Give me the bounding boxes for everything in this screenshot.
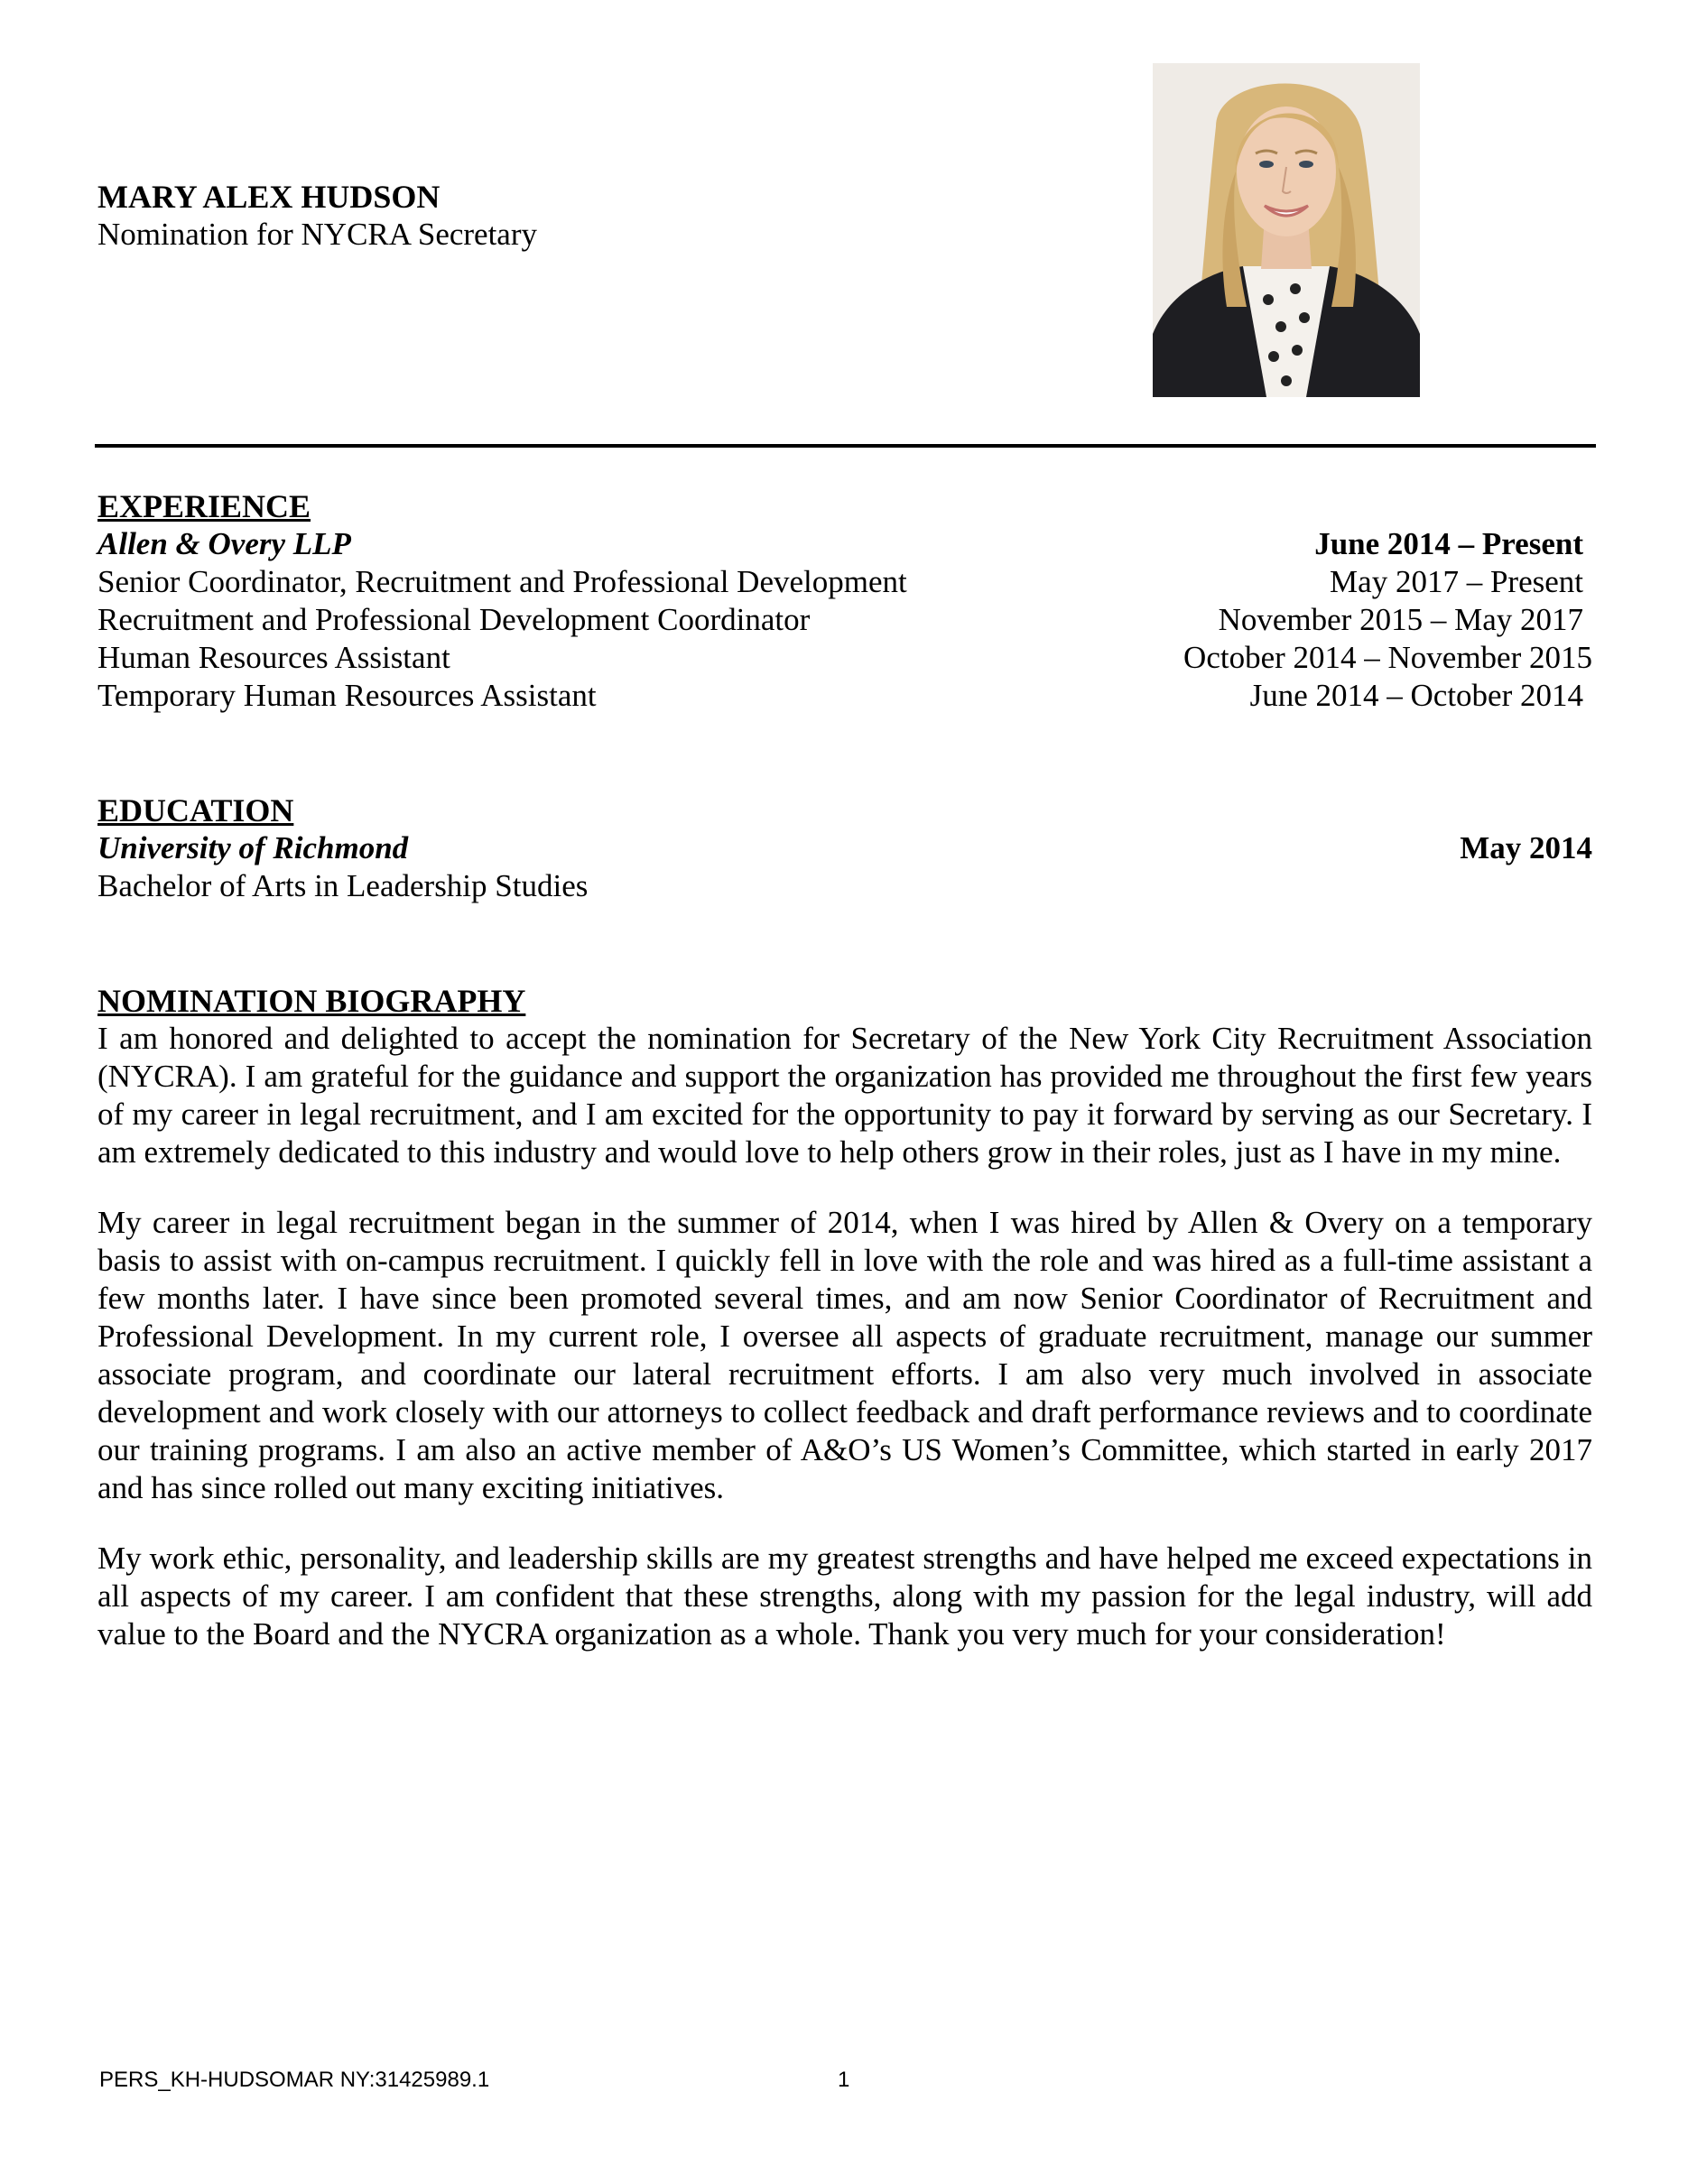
- education-section: [97, 791, 1592, 905]
- employer-row: [97, 525, 1592, 563]
- degree-row: [97, 867, 1592, 905]
- position-title: Human Resources Assistant: [97, 640, 450, 675]
- school-row: [97, 829, 1592, 867]
- position-title: Senior Coordinator, Recruitment and Professional Development: [97, 564, 907, 599]
- document-id: PERS_KH-HUDSOMAR NY:31425989.1: [99, 2068, 490, 2092]
- headshot-illustration: [1153, 63, 1420, 397]
- position-row: [97, 601, 1592, 639]
- experience-heading: EXPERIENCE: [97, 488, 311, 524]
- position-row: [97, 563, 1592, 601]
- position-title: Recruitment and Professional Development Coordinator: [97, 602, 811, 637]
- header-divider: [95, 444, 1596, 448]
- position-dates: October 2014 – November 2015: [1183, 640, 1592, 675]
- degree-name: Bachelor of Arts in Leadership Studies: [97, 868, 589, 903]
- position-dates: May 2017 – Present: [1330, 564, 1583, 599]
- education-heading: EDUCATION: [97, 792, 294, 828]
- position-row: [97, 639, 1592, 677]
- biography-paragraph: My career in legal recruitment began in the summer of 2014, when I was hired by Allen & Overy on a temporary basis to assist with on-campus recruitment. I quickly fell in love with the role and was hired as a full-time assistant a few months later. I have since been promoted several times, and am now Senior Coordinator of Recruitment and Professional Development. In my current role, I oversee all aspects of graduate recruitment, manage our summer associate program, and coordinate our lateral recruitment efforts. I am also very much involved in associate development and work closely with our attorneys to collect feedback and draft performance reviews and to coordinate our training programs. I am also an active member of A&O’s US Women’s Committee, which started in early 2017 and has since rolled out many exciting initiatives.: [97, 1205, 1592, 1505]
- school-name: University of Richmond: [97, 830, 409, 865]
- position-dates: June 2014 – October 2014: [1249, 678, 1583, 713]
- position-dates: November 2015 – May 2017: [1218, 602, 1583, 637]
- position-title: Temporary Human Resources Assistant: [97, 678, 597, 713]
- biography-paragraph: I am honored and delighted to accept the nomination for Secretary of the New York City Recruitment Association (NYCRA). I am grateful for the guidance and support the organization has provided me throughout the first few years of my career in legal recruitment, and I am excited for the opportunity to pay it forward by serving as our Secretary. I am extremely dedicated to this industry and would love to help others grow in their roles, just as I have in my mine.: [97, 1021, 1592, 1170]
- candidate-name: MARY ALEX HUDSON: [97, 179, 441, 215]
- graduation-date: May 2014: [1460, 830, 1592, 865]
- page-number: 1: [838, 2068, 850, 2092]
- position-row: [97, 677, 1592, 715]
- nomination-subtitle: Nomination for NYCRA Secretary: [97, 217, 537, 252]
- employer-dates: June 2014 – Present: [1314, 526, 1583, 561]
- biography-section: [97, 982, 1592, 1653]
- biography-heading: NOMINATION BIOGRAPHY: [97, 983, 526, 1019]
- employer-name: Allen & Overy LLP: [97, 526, 351, 561]
- experience-section: [97, 487, 1592, 715]
- headshot-photo: [1153, 63, 1420, 397]
- biography-paragraph: My work ethic, personality, and leadership skills are my greatest strengths and have helped me exceed expectations in all aspects of my career. I am confident that these strengths, along with my passion for the legal industry, will add value to the Board and the NYCRA organization as a whole. Thank you very much for your consideration!: [97, 1541, 1592, 1652]
